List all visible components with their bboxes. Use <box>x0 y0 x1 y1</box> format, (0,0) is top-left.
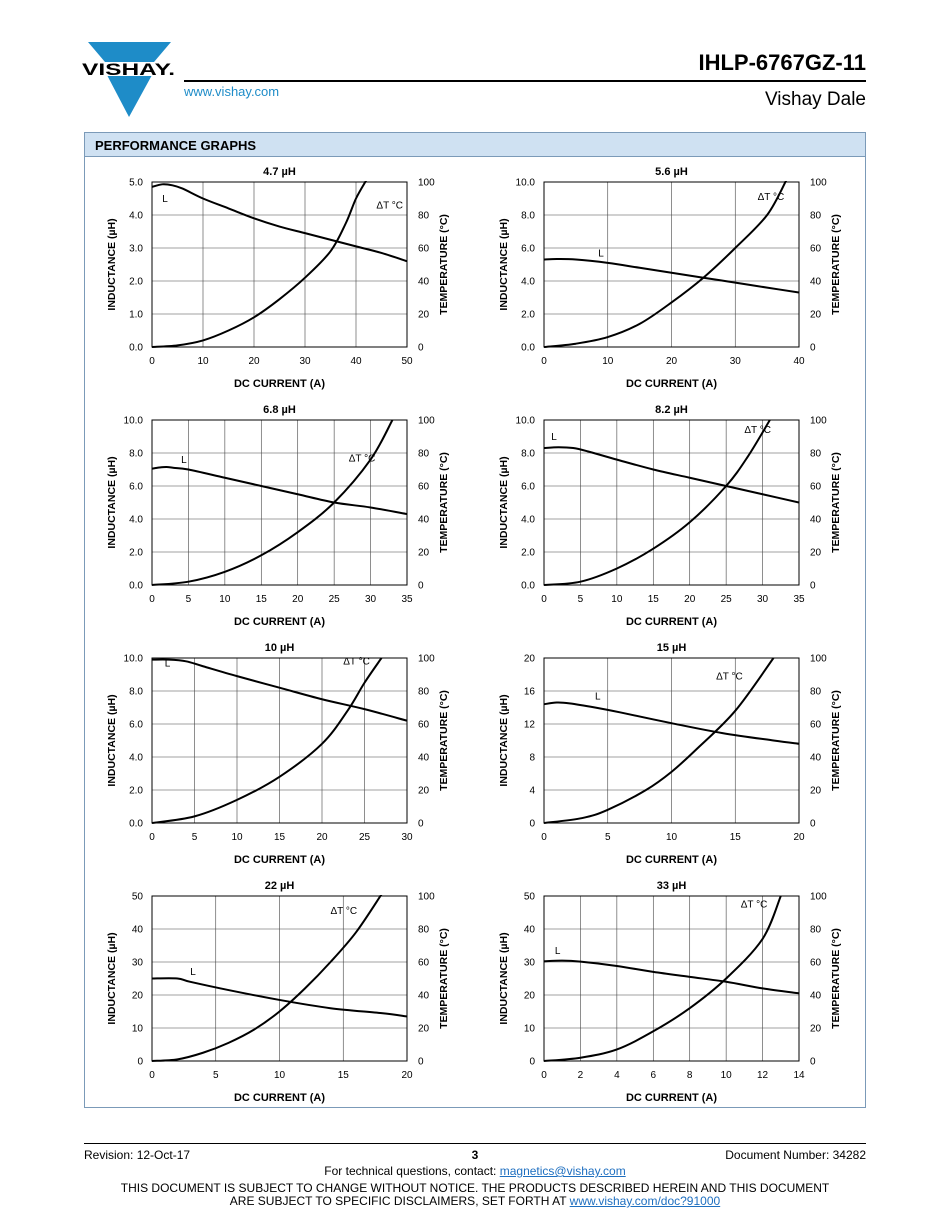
plot-frame <box>544 896 799 1061</box>
x-axis-label: DC CURRENT (A) <box>233 1092 326 1104</box>
y-axis-label: INDUCTANCE (µH) <box>498 694 510 787</box>
y-tick-label: 4.0 <box>129 752 143 764</box>
x-tick-label: 0 <box>149 832 155 843</box>
disclaimer-prefix: ARE SUBJECT TO SPECIFIC DISCLAIMERS, SET FORTH AT <box>229 1194 570 1208</box>
y-tick-label: 3.0 <box>129 243 143 255</box>
y-tick-label: 10.0 <box>515 415 535 427</box>
y2-axis-label: TEMPERATURE (°C) <box>438 214 450 315</box>
x-tick-label: 15 <box>729 832 741 843</box>
y-axis-label: INDUCTANCE (µH) <box>498 932 510 1025</box>
x-tick-label: 2 <box>577 1070 584 1081</box>
y2-tick-label: 80 <box>810 686 822 698</box>
y2-axis-label: TEMPERATURE (°C) <box>438 690 450 791</box>
y-tick-label: 16 <box>523 686 535 698</box>
y-tick-label: 8.0 <box>129 686 143 698</box>
y2-tick-label: 20 <box>418 785 430 797</box>
chart-5 <box>106 642 450 866</box>
y-axis-label: INDUCTANCE (µH) <box>106 694 118 787</box>
y-tick-label: 10 <box>523 1023 535 1035</box>
y-tick-label: 2.0 <box>129 547 143 559</box>
y-tick-label: 10.0 <box>123 653 143 665</box>
x-tick-label: 10 <box>219 594 231 605</box>
chart-title: 5.6 µH <box>655 166 688 178</box>
y-tick-label: 10 <box>131 1023 143 1035</box>
x-tick-label: 12 <box>757 1070 769 1081</box>
y-tick-label: 50 <box>523 891 535 903</box>
document-number: Document Number: 34282 <box>725 1148 866 1162</box>
y-tick-label: 6.0 <box>521 481 535 493</box>
y-tick-label: 6.0 <box>129 481 143 493</box>
temperature-curve-label: ΔT °C <box>376 200 404 212</box>
y2-tick-label: 40 <box>810 990 822 1002</box>
x-tick-label: 0 <box>149 594 155 605</box>
chart-title: 4.7 µH <box>263 166 296 178</box>
chart-3 <box>106 404 450 628</box>
x-axis-label: DC CURRENT (A) <box>233 378 326 390</box>
disclaimer-link[interactable]: www.vishay.com/doc?91000 <box>569 1194 721 1208</box>
y2-tick-label: 60 <box>418 957 430 969</box>
y-tick-label: 8.0 <box>521 210 535 222</box>
part-number: IHLP-6767GZ-11 <box>698 50 866 75</box>
y2-tick-label: 40 <box>810 276 822 288</box>
y-tick-label: 6.0 <box>521 243 535 255</box>
x-axis-label: DC CURRENT (A) <box>625 616 718 628</box>
temperature-rise-curve <box>152 420 392 585</box>
x-tick-label: 20 <box>684 594 696 605</box>
y-tick-label: 2.0 <box>129 785 143 797</box>
x-tick-label: 50 <box>401 356 413 367</box>
y2-tick-label: 20 <box>810 1023 822 1035</box>
y2-axis-label: TEMPERATURE (°C) <box>830 928 842 1029</box>
x-tick-label: 15 <box>647 594 659 605</box>
x-axis-label: DC CURRENT (A) <box>625 854 718 866</box>
y2-tick-label: 100 <box>810 177 827 189</box>
y-tick-label: 4.0 <box>129 210 143 222</box>
y2-tick-label: 0 <box>418 580 424 592</box>
y-tick-label: 10.0 <box>515 177 535 189</box>
y2-tick-label: 60 <box>418 481 430 493</box>
plot-frame <box>152 420 407 585</box>
brand-name: Vishay Dale <box>764 89 866 110</box>
y-tick-label: 12 <box>523 719 535 731</box>
y2-tick-label: 80 <box>810 448 822 460</box>
x-tick-label: 30 <box>757 594 769 605</box>
y2-tick-label: 0 <box>810 1056 816 1068</box>
y-tick-label: 0 <box>137 1056 143 1068</box>
inductance-curve <box>544 961 799 994</box>
x-tick-label: 5 <box>577 594 584 605</box>
x-tick-label: 5 <box>212 1070 219 1081</box>
x-tick-label: 20 <box>665 356 678 367</box>
y-axis-label: INDUCTANCE (µH) <box>106 932 118 1025</box>
y2-tick-label: 40 <box>418 990 430 1002</box>
y2-tick-label: 0 <box>418 818 424 830</box>
x-tick-label: 10 <box>231 832 243 843</box>
x-tick-label: 10 <box>197 356 209 367</box>
x-tick-label: 5 <box>191 832 198 843</box>
y2-tick-label: 40 <box>418 752 430 764</box>
inductance-curve-label: L <box>162 193 168 205</box>
contact-line <box>0 1164 950 1178</box>
y2-tick-label: 20 <box>810 309 822 321</box>
x-tick-label: 10 <box>602 356 614 367</box>
y-tick-label: 8.0 <box>521 448 535 460</box>
logo-wordmark: VISHAY. <box>82 60 175 79</box>
x-tick-label: 30 <box>299 356 311 367</box>
chart-title: 33 µH <box>656 880 687 892</box>
y2-tick-label: 20 <box>418 309 430 321</box>
inductance-curve <box>544 447 799 502</box>
x-tick-label: 35 <box>401 594 413 605</box>
x-tick-label: 20 <box>292 594 304 605</box>
y2-tick-label: 40 <box>810 752 822 764</box>
inductance-curve-label: L <box>181 454 187 466</box>
chart-title: 6.8 µH <box>263 404 296 416</box>
y2-tick-label: 100 <box>810 891 827 903</box>
temperature-curve-label: ΔT °C <box>744 425 771 437</box>
y-tick-label: 8.0 <box>129 448 143 460</box>
y-axis-label: INDUCTANCE (µH) <box>106 456 118 549</box>
y2-axis-label: TEMPERATURE (°C) <box>830 214 842 315</box>
y-tick-label: 40 <box>523 924 535 936</box>
x-tick-label: 35 <box>793 594 805 605</box>
chart-title: 22 µH <box>264 880 295 892</box>
y-axis-label: INDUCTANCE (µH) <box>498 218 510 311</box>
y2-axis-label: TEMPERATURE (°C) <box>830 690 842 791</box>
y2-tick-label: 20 <box>418 547 430 559</box>
temperature-curve-label: ΔT °C <box>330 906 358 918</box>
temperature-rise-curve <box>152 180 366 347</box>
plot-frame <box>544 420 799 585</box>
y2-tick-label: 80 <box>418 686 430 698</box>
x-axis-label: DC CURRENT (A) <box>233 854 326 866</box>
x-tick-label: 20 <box>248 356 260 367</box>
inductance-curve-label: L <box>595 691 601 703</box>
y2-tick-label: 0 <box>810 342 816 354</box>
temperature-rise-curve <box>544 420 770 585</box>
chart-title: 15 µH <box>656 642 687 654</box>
y-tick-label: 10.0 <box>123 415 143 427</box>
x-tick-label: 8 <box>686 1070 693 1081</box>
x-tick-label: 10 <box>611 594 623 605</box>
y2-tick-label: 20 <box>810 547 822 559</box>
x-tick-label: 6 <box>650 1070 657 1081</box>
y2-tick-label: 80 <box>810 924 822 936</box>
chart-title: 8.2 µH <box>655 404 688 416</box>
plot-frame <box>152 182 407 347</box>
x-tick-label: 20 <box>316 832 328 843</box>
y2-tick-label: 40 <box>810 514 822 526</box>
x-tick-label: 0 <box>541 356 547 367</box>
y2-tick-label: 60 <box>810 481 822 493</box>
y2-axis-label: TEMPERATURE (°C) <box>438 452 450 553</box>
x-tick-label: 15 <box>273 832 286 843</box>
y2-tick-label: 40 <box>418 276 430 288</box>
temperature-curve-label: ΔT °C <box>757 192 785 204</box>
y-tick-label: 2.0 <box>129 276 143 288</box>
y2-tick-label: 60 <box>810 719 822 731</box>
y-tick-label: 30 <box>131 957 143 969</box>
y2-tick-label: 60 <box>418 243 430 255</box>
y2-tick-label: 60 <box>810 957 822 969</box>
chart-2 <box>498 166 842 390</box>
contact-prefix: For technical questions, contact: <box>324 1164 500 1178</box>
y2-tick-label: 20 <box>418 1023 430 1035</box>
x-axis-label: DC CURRENT (A) <box>625 378 718 390</box>
y-tick-label: 0 <box>529 818 535 830</box>
x-tick-label: 0 <box>149 356 155 367</box>
y2-tick-label: 80 <box>418 210 430 222</box>
x-tick-label: 10 <box>665 832 678 843</box>
y-tick-label: 0.0 <box>521 342 535 354</box>
x-tick-label: 0 <box>541 594 547 605</box>
y-tick-label: 20 <box>131 990 143 1002</box>
inductance-curve <box>152 184 407 261</box>
x-tick-label: 30 <box>365 594 377 605</box>
x-tick-label: 15 <box>255 594 267 605</box>
chart-7 <box>106 880 450 1104</box>
chart-6 <box>498 642 842 866</box>
website-link[interactable]: www.vishay.com <box>184 84 280 99</box>
y-tick-label: 0.0 <box>521 580 535 592</box>
y-tick-label: 6.0 <box>129 719 143 731</box>
y-axis-label: INDUCTANCE (µH) <box>498 456 510 549</box>
temperature-curve-label: ΔT °C <box>740 899 768 911</box>
y-tick-label: 4 <box>529 785 535 797</box>
x-axis-label: DC CURRENT (A) <box>625 1092 718 1104</box>
y-tick-label: 0.0 <box>129 580 143 592</box>
x-tick-label: 4 <box>614 1070 620 1081</box>
x-tick-label: 15 <box>337 1070 349 1081</box>
revision-date: Revision: 12-Oct-17 <box>84 1148 191 1162</box>
y2-tick-label: 80 <box>418 448 430 460</box>
y-tick-label: 20 <box>523 653 535 665</box>
y2-tick-label: 80 <box>810 210 822 222</box>
y2-tick-label: 40 <box>418 514 430 526</box>
y-axis-label: INDUCTANCE (µH) <box>106 218 118 311</box>
y2-tick-label: 100 <box>418 653 435 665</box>
y2-tick-label: 100 <box>810 415 827 427</box>
y2-tick-label: 0 <box>810 580 816 592</box>
x-axis-label: DC CURRENT (A) <box>233 616 326 628</box>
x-tick-label: 30 <box>729 356 741 367</box>
y2-axis-label: TEMPERATURE (°C) <box>438 928 450 1029</box>
y-tick-label: 0.0 <box>129 342 143 354</box>
y2-tick-label: 0 <box>418 342 424 354</box>
y-tick-label: 2.0 <box>521 547 535 559</box>
footer-rule <box>84 1143 866 1144</box>
x-tick-label: 0 <box>149 1070 155 1081</box>
y-tick-label: 2.0 <box>521 309 535 321</box>
chart-8 <box>498 880 842 1104</box>
y-tick-label: 8 <box>529 752 535 764</box>
y2-tick-label: 100 <box>810 653 827 665</box>
y-tick-label: 20 <box>523 990 535 1002</box>
x-tick-label: 5 <box>604 832 611 843</box>
disclaimer-line-2 <box>0 1194 950 1208</box>
x-tick-label: 0 <box>541 1070 547 1081</box>
y-tick-label: 4.0 <box>521 514 535 526</box>
y-tick-label: 4.0 <box>129 514 143 526</box>
y2-tick-label: 0 <box>810 818 816 830</box>
x-tick-label: 5 <box>185 594 192 605</box>
x-tick-label: 40 <box>793 356 805 367</box>
x-tick-label: 10 <box>273 1070 286 1081</box>
x-tick-label: 25 <box>358 832 371 843</box>
section-title: PERFORMANCE GRAPHS <box>95 138 257 153</box>
y2-tick-label: 60 <box>418 719 430 731</box>
temperature-rise-curve <box>544 658 774 823</box>
page-number: 3 <box>471 1148 479 1162</box>
y-tick-label: 0 <box>529 1056 535 1068</box>
chart-4 <box>498 404 842 628</box>
temperature-rise-curve <box>544 896 781 1061</box>
chart-title: 10 µH <box>264 642 295 654</box>
x-tick-label: 10 <box>720 1070 732 1081</box>
x-tick-label: 25 <box>328 594 340 605</box>
y2-tick-label: 100 <box>418 891 435 903</box>
y-tick-label: 5.0 <box>129 177 143 189</box>
chart-1 <box>106 166 450 390</box>
y-tick-label: 50 <box>131 891 143 903</box>
y2-tick-label: 0 <box>418 1056 424 1068</box>
y-tick-label: 30 <box>523 957 535 969</box>
y2-tick-label: 20 <box>810 785 822 797</box>
temperature-curve-label: ΔT °C <box>348 453 376 465</box>
y2-tick-label: 100 <box>418 177 435 189</box>
inductance-curve-label: L <box>164 658 171 670</box>
y-tick-label: 1.0 <box>129 309 143 321</box>
x-tick-label: 0 <box>541 832 547 843</box>
temperature-rise-curve <box>544 180 786 347</box>
inductance-curve-label: L <box>551 431 557 443</box>
y2-tick-label: 60 <box>810 243 822 255</box>
temperature-curve-label: ΔT °C <box>343 656 370 668</box>
inductance-curve <box>152 467 407 514</box>
x-tick-label: 30 <box>401 832 413 843</box>
contact-email-link[interactable]: magnetics@vishay.com <box>499 1164 626 1178</box>
y-tick-label: 40 <box>131 924 143 936</box>
y2-axis-label: TEMPERATURE (°C) <box>830 452 842 553</box>
x-tick-label: 20 <box>793 832 805 843</box>
y-tick-label: 4.0 <box>521 276 535 288</box>
x-tick-label: 20 <box>401 1070 413 1081</box>
y2-tick-label: 80 <box>418 924 430 936</box>
y2-tick-label: 100 <box>418 415 435 427</box>
inductance-curve-label: L <box>190 967 196 979</box>
temperature-rise-curve <box>152 894 382 1061</box>
temperature-rise-curve <box>152 658 382 823</box>
inductance-curve-label: L <box>598 248 604 260</box>
y-tick-label: 0.0 <box>129 818 143 830</box>
inductance-curve-label: L <box>554 945 561 957</box>
x-tick-label: 25 <box>720 594 732 605</box>
temperature-curve-label: ΔT °C <box>716 671 743 683</box>
x-tick-label: 40 <box>350 356 362 367</box>
disclaimer-line-1: THIS DOCUMENT IS SUBJECT TO CHANGE WITHOUT NOTICE. THE PRODUCTS DESCRIBED HEREIN AND THIS DOCUMENT <box>120 1181 830 1195</box>
x-tick-label: 14 <box>793 1070 805 1081</box>
